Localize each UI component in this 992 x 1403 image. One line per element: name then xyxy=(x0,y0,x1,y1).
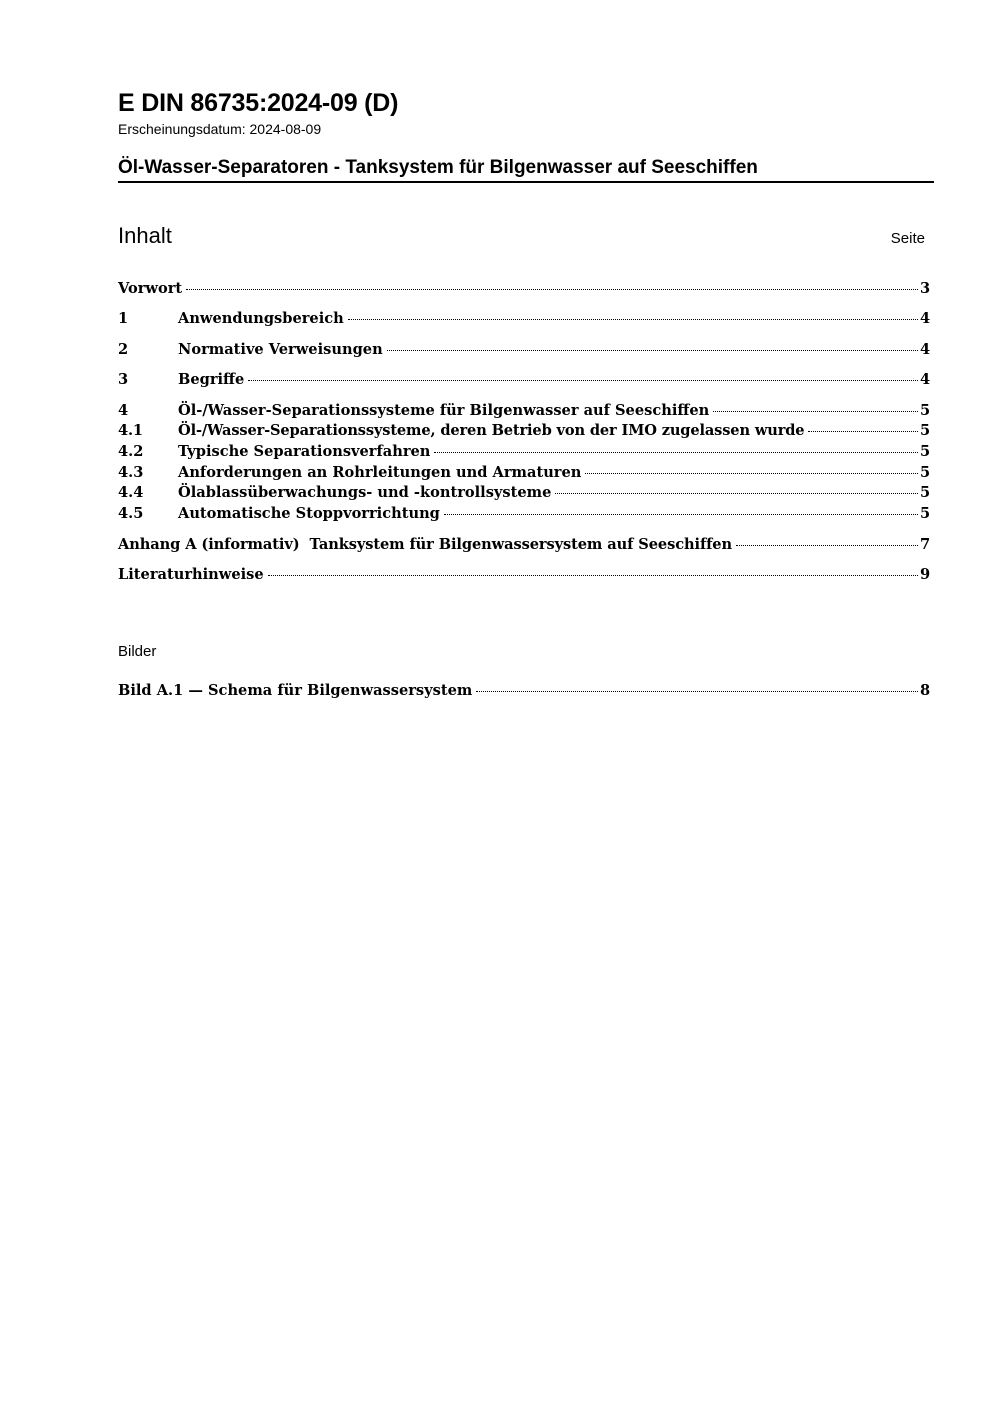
dot-leader xyxy=(348,319,918,320)
toc-entry-page: 5 xyxy=(920,422,931,439)
toc-entry-4-4[interactable] xyxy=(118,484,930,504)
toc-entry-4-2[interactable] xyxy=(118,443,930,463)
toc-entry-title: Typische Separationsverfahren xyxy=(178,443,431,460)
toc-entry-page: 3 xyxy=(920,280,931,297)
dot-leader xyxy=(186,289,918,290)
toc-entry-number: 4.4 xyxy=(118,484,144,501)
toc-entry-title: Öl-/Wasser-Separationssysteme für Bilgenwasser auf Seeschiffen xyxy=(178,402,710,419)
toc-entry-bibliography[interactable] xyxy=(118,566,930,586)
toc-entry-vorwort[interactable] xyxy=(118,280,930,300)
publication-date: Erscheinungsdatum: 2024-08-09 xyxy=(118,121,322,137)
toc-entry-page: 4 xyxy=(920,371,931,388)
document-id: E DIN 86735:2024-09 (D) xyxy=(118,89,399,117)
toc-entry-title: Anhang A (informativ) Tanksystem für Bilgenwassersystem auf Seeschiffen xyxy=(118,536,732,553)
toc-entry-title: Begriffe xyxy=(178,371,245,388)
toc-entry-title: Anforderungen an Rohrleitungen und Armaturen xyxy=(178,464,582,481)
dot-leader xyxy=(736,545,918,546)
toc-entry-4-3[interactable] xyxy=(118,464,930,484)
toc-entry-title: Anwendungsbereich xyxy=(178,310,344,327)
toc-entry-number: 4.1 xyxy=(118,422,143,439)
toc-heading: Inhalt xyxy=(118,223,172,248)
toc-entry-number: 3 xyxy=(118,371,129,388)
toc-entry-1[interactable] xyxy=(118,310,930,330)
toc-entry-number: 4.3 xyxy=(118,464,144,481)
toc-entry-page: 5 xyxy=(920,402,931,419)
dot-leader xyxy=(248,380,918,381)
dot-leader xyxy=(444,514,918,515)
dot-leader xyxy=(268,575,918,576)
toc-entry-4-1[interactable] xyxy=(118,422,930,442)
dot-leader xyxy=(808,431,918,432)
toc-entry-number: 4.2 xyxy=(118,443,144,460)
toc-entry-page: 4 xyxy=(920,341,931,358)
toc-entry-number: 4 xyxy=(118,402,129,419)
toc-entry-page: 5 xyxy=(920,484,931,501)
toc-entry-title: Ölablassüberwachungs- und -kontrollsysteme xyxy=(178,484,552,501)
toc-entry-title: Normative Verweisungen xyxy=(178,341,383,358)
toc-entry-title: Automatische Stoppvorrichtung xyxy=(178,505,440,522)
dot-leader xyxy=(387,350,918,351)
toc-entry-page: 5 xyxy=(920,505,931,522)
figure-entry-title: Bild A.1 — Schema für Bilgenwassersystem xyxy=(118,682,473,699)
document-title: Öl-Wasser-Separatoren - Tanksystem für Bilgenwasser auf Seeschiffen xyxy=(118,157,758,178)
toc-entry-number: 4.5 xyxy=(118,505,144,522)
toc-entry-number: 2 xyxy=(118,341,129,358)
figure-entry-a1[interactable] xyxy=(118,682,930,702)
dot-leader xyxy=(476,691,918,692)
toc-entry-title: Öl-/Wasser-Separationssysteme, deren Betrieb von der IMO zugelassen wurde xyxy=(178,422,805,439)
toc-entry-annex-a[interactable] xyxy=(118,536,930,556)
dot-leader xyxy=(555,493,918,494)
toc-entry-2[interactable] xyxy=(118,341,930,361)
dot-leader xyxy=(713,411,918,412)
toc-entry-page: 5 xyxy=(920,443,931,460)
toc-entry-3[interactable] xyxy=(118,371,930,391)
toc-entry-4[interactable] xyxy=(118,402,930,422)
toc-entry-page: 4 xyxy=(920,310,931,327)
title-divider xyxy=(118,181,934,183)
toc-entry-page: 9 xyxy=(920,566,931,583)
toc-entry-page: 7 xyxy=(920,536,931,553)
toc-entry-number: 1 xyxy=(118,310,129,327)
figures-heading: Bilder xyxy=(118,643,157,660)
toc-entry-title: Literaturhinweise xyxy=(118,566,264,583)
page-column-label: Seite xyxy=(890,230,925,247)
toc-entry-4-5[interactable] xyxy=(118,505,930,525)
dot-leader xyxy=(585,473,918,474)
dot-leader xyxy=(434,452,918,453)
toc-entry-title: Vorwort xyxy=(118,280,183,297)
toc-entry-page: 5 xyxy=(920,464,931,481)
figure-entry-page: 8 xyxy=(920,682,931,699)
